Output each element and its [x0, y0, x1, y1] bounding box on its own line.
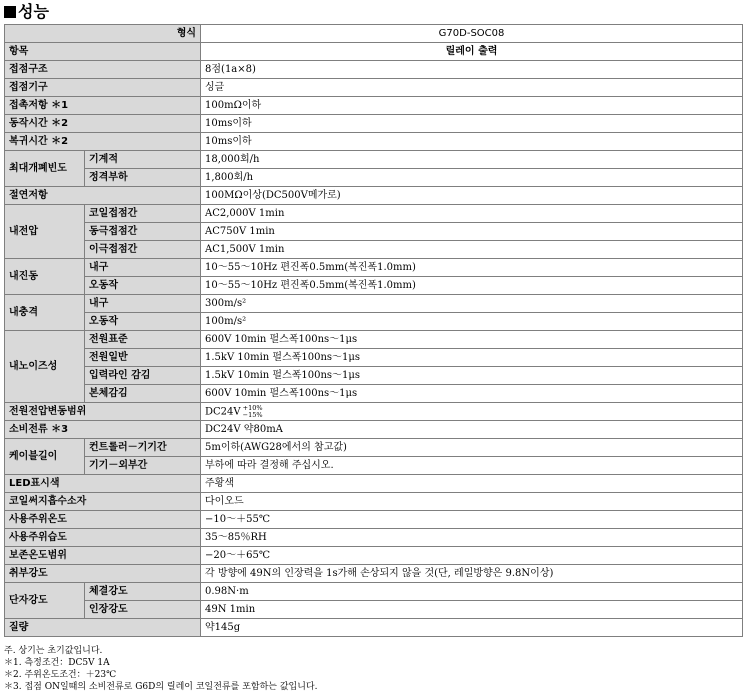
table-row [5, 349, 743, 367]
table-row [5, 151, 743, 169]
row-label: 접촉저항 ＊1 [5, 97, 201, 115]
table-row [5, 493, 743, 511]
row-value: 300m/s² [201, 295, 743, 313]
sub-label: 이극접점간 [85, 241, 201, 259]
row-value: 다이오드 [201, 493, 743, 511]
row-value: 35～85％RH [201, 529, 743, 547]
table-row [5, 439, 743, 457]
supply-voltage: DC24V [205, 406, 241, 417]
row-value: 5m이하(AWG28에서의 참고값) [201, 439, 743, 457]
group-label: 케이블길이 [5, 439, 85, 475]
sub-label: 동극접점간 [85, 223, 201, 241]
row-label: 코일써지흡수소자 [5, 493, 201, 511]
sub-label: 코일접점간 [85, 205, 201, 223]
table-row [5, 601, 743, 619]
row-label: 사용주위온도 [5, 511, 201, 529]
row-value: 18,000회/h [201, 151, 743, 169]
row-value: 100mΩ이하 [201, 97, 743, 115]
table-row [5, 385, 743, 403]
row-value [201, 403, 743, 421]
section-heading [4, 2, 49, 22]
square-bullet-icon [4, 6, 16, 18]
row-value: 600V 10min 펄스폭100ns～1μs [201, 331, 743, 349]
footnote: ＊2. 주위온도조건：＋23℃ [4, 670, 117, 680]
tolerance-plus: +10% [242, 403, 263, 412]
row-label: 절연저항 [5, 187, 201, 205]
model-value: G70D-SOC08 [201, 25, 743, 43]
group-label: 내진동 [5, 259, 85, 295]
sub-label: 정격부하 [85, 169, 201, 187]
group-label: 내전압 [5, 205, 85, 259]
table-row [5, 367, 743, 385]
sub-label: 내구 [85, 295, 201, 313]
row-value: 10～55～10Hz 편진폭0.5mm(복진폭1.0mm) [201, 277, 743, 295]
table-row [5, 457, 743, 475]
row-value: 각 방향에 49N의 인장력을 1s가해 손상되지 않을 것(단, 레일방향은 9.8N이상) [201, 565, 743, 583]
sub-label: 컨트롤러－기기간 [85, 439, 201, 457]
sub-label: 기계적 [85, 151, 201, 169]
sub-label: 체결강도 [85, 583, 201, 601]
table-row [5, 475, 743, 493]
row-label: 접점구조 [5, 61, 201, 79]
row-label: LED표시색 [5, 475, 201, 493]
table-row [5, 241, 743, 259]
sub-label: 본체감김 [85, 385, 201, 403]
item-header-label: 항목 [5, 43, 201, 61]
table-row [5, 277, 743, 295]
table-row [5, 547, 743, 565]
tolerance-minus: −15% [242, 410, 263, 419]
table-row [5, 115, 743, 133]
row-value: 49N 1min [201, 601, 743, 619]
table-row [5, 79, 743, 97]
row-label: 보존온도범위 [5, 547, 201, 565]
sub-label: 내구 [85, 259, 201, 277]
table-row [5, 169, 743, 187]
row-value: −10～＋55℃ [201, 511, 743, 529]
table-row [5, 259, 743, 277]
row-value: 600V 10min 펄스폭100ns～1μs [201, 385, 743, 403]
row-value: −20～＋65℃ [201, 547, 743, 565]
row-value: 부하에 따라 결정해 주십시오. [201, 457, 743, 475]
group-label: 내충격 [5, 295, 85, 331]
table-row [5, 187, 743, 205]
group-label: 최대개폐빈도 [5, 151, 85, 187]
row-value: AC1,500V 1min [201, 241, 743, 259]
table-row [5, 331, 743, 349]
row-value: 100MΩ이상(DC500V메가로) [201, 187, 743, 205]
row-value: 10～55～10Hz 편진폭0.5mm(복진폭1.0mm) [201, 259, 743, 277]
sub-label: 인장강도 [85, 601, 201, 619]
table-row [5, 403, 743, 421]
group-label: 단자강도 [5, 583, 85, 619]
row-value: 10ms이하 [201, 115, 743, 133]
row-value: 8점(1a×8) [201, 61, 743, 79]
table-row [5, 205, 743, 223]
spec-table [4, 24, 743, 637]
footnote: ＊3. 접점 ON일때의 소비전류로 G6D의 릴레이 코일전류를 포함하는 값입니다. [4, 682, 318, 692]
row-value: 약145g [201, 619, 743, 637]
row-value: DC24V 약80mA [201, 421, 743, 439]
sub-label: 전원일반 [85, 349, 201, 367]
footnotes [4, 645, 317, 693]
row-label: 복귀시간 ＊2 [5, 133, 201, 151]
table-row [5, 313, 743, 331]
table-row [5, 565, 743, 583]
table-row [5, 223, 743, 241]
row-value: 싱글 [201, 79, 743, 97]
group-label: 내노이즈성 [5, 331, 85, 403]
sub-label: 오동작 [85, 277, 201, 295]
row-value: 10ms이하 [201, 133, 743, 151]
row-value: 1.5kV 10min 펄스폭100ns～1μs [201, 349, 743, 367]
table-row [5, 511, 743, 529]
row-value: 주황색 [201, 475, 743, 493]
sub-label: 입력라인 감김 [85, 367, 201, 385]
row-value: AC750V 1min [201, 223, 743, 241]
table-row [5, 43, 743, 61]
table-row [5, 583, 743, 601]
row-label: 질량 [5, 619, 201, 637]
table-row [5, 25, 743, 43]
table-row [5, 61, 743, 79]
table-row [5, 97, 743, 115]
section-title: 성능 [18, 2, 49, 21]
form-header-label: 형식 [5, 25, 201, 43]
sub-label: 기기－외부간 [85, 457, 201, 475]
row-label: 사용주위습도 [5, 529, 201, 547]
table-row [5, 295, 743, 313]
table-row [5, 619, 743, 637]
row-label: 동작시간 ＊2 [5, 115, 201, 133]
row-value: 0.98N·m [201, 583, 743, 601]
row-value: 100m/s² [201, 313, 743, 331]
row-label: 전원전압변동범위 [5, 403, 201, 421]
row-label: 취부강도 [5, 565, 201, 583]
row-value: 1,800회/h [201, 169, 743, 187]
table-row [5, 529, 743, 547]
voltage-tolerance [243, 405, 263, 419]
row-label: 접점기구 [5, 79, 201, 97]
footnote: 주. 상기는 초기값입니다. [4, 646, 103, 656]
sub-label: 오동작 [85, 313, 201, 331]
row-label: 소비전류 ＊3 [5, 421, 201, 439]
row-value: 1.5kV 10min 펄스폭100ns～1μs [201, 367, 743, 385]
table-row [5, 133, 743, 151]
table-row [5, 421, 743, 439]
sub-label: 전원표준 [85, 331, 201, 349]
row-value: AC2,000V 1min [201, 205, 743, 223]
footnote: ＊1. 측정조건：DC5V 1A [4, 658, 110, 668]
output-type-value: 릴레이 출력 [201, 43, 743, 61]
